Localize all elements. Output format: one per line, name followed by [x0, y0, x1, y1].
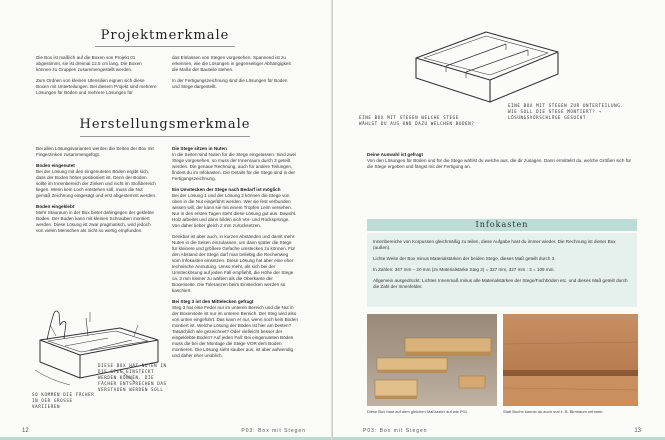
info-line: Allgemein ausgedrückt: Lichtes Innenmaß minus alle Materialstärken der Stege/Fachböden etc. und dieses Maß geteilt durch die Zahl der Innenfelder. — [373, 278, 628, 289]
photo-caption-2: Statt Buche kannst du auch mal z. B. Birnbaum nehmen. — [503, 409, 604, 414]
block-text: Mehr Stauraum in der Box bietet dahingegen der geklebte Boden. Der Boden kann mit kleinen Schrauben montiert werden. Diese Lösung ist zwar pragmatisch, wird jedoch von vielen Menschen als nicht so wertig empfunden. — [36, 210, 154, 233]
intro-paragraph: das Einlassen von Stegen vorgesehen. Spannend ist zu erkennen, wie die Lösungen in gegenseitiger Abhängigkeit die Maße der Bauteile stehen. — [172, 55, 291, 72]
hand-sketch-left — [42, 305, 72, 345]
running-head: P03: Box mit Stegen — [363, 428, 428, 434]
photo-wood-edges — [503, 314, 638, 406]
sketch-note-b: EINE BOX MIT STEGEN ZUR UNTERTEILUNG. WIE SOLL DIE STEGE MONTIERT? → LÖSUNGSVORSCHLÄGE GESUCHT — [508, 103, 624, 120]
block-text: Steg 3 hat eine Feder nur im unteren Bereich und die Nut in der Boxenseite ist nur im unteren Bereich. Der Steg wird also von unten eingeführt. Das kann er nur, wenn noch kein Boden montiert ist. Welche Lösung der Böden ist hier am besten? Tatsächlich wie gezeichnet? Oder vielleicht besser der eingeklebte Boden? Auf jeden Fall: Bei eingenuteten Böden muss die bei der Montage die Stege VOR dem Boden montieren. Die Lösung sieht sauber aus, ist aber aufwendig und daher eher unüblich. — [172, 305, 298, 358]
text-block — [172, 187, 298, 229]
right-footer — [333, 426, 665, 440]
page-number: 12 — [22, 428, 29, 434]
text-block — [172, 299, 298, 359]
sketch-note-a: EINE BOX MIT STEGEN WELCHE STEGE WÄHLST DU AUS UND DAZU WELCHEN BODEN? — [359, 115, 475, 126]
sketch-note-right: DIESE BOX HAT NUTEN IN DIE STEG EINSTECKT WERDEN KÖNNEN. DIE FÄCHER ENTSPRECHEN DAS VERSTAUEN WERDEN SOLL — [98, 363, 167, 392]
block-text: Denkbar ist aber auch, in kurzen Abständen und damit mehr Nuten in die Seiten einzulassen, um dann später die Stege für kleinere und größere Gefache umstecken zu können. Für den Abstand der Stege darf man beliebig die Rechenweg vom Infokasten einsetzen. Diese Lösung hat aber eine eher technische Anmutung. Umso mehr, als sich bei der Umsteckösung auf jeden Fall empfiehlt, die Höhe der Stege ca. 2 mm kleiner zu wählen als die Oberkante der Boxenseite. Die Toleranzen beim Einstecken werden so kaschiert. — [172, 234, 296, 293]
title-herstellungsmerkmale: Herstellungsmerkmale — [79, 117, 251, 132]
text-column-1 — [36, 146, 158, 239]
intro-column-1 — [36, 55, 158, 101]
text-block — [172, 146, 298, 182]
text-column-2 — [172, 146, 298, 364]
info-line: Lichte Weite der Box minus Materialstärken der beiden Stege, dieses Maß geteilt durch 3. — [373, 256, 556, 261]
block-text: Bei der Lösung mit den eingenuteten Böden ergibt sich, dass der Boden höher positioniert ist. Denn der Boden sollte im Innenbereich der Zinken und nicht im Stoßbereich liegen. Wenn kein Loch entstehen soll, muss die Nut gemäß Zeichnung eingesägt und erst abgestemmt werden. — [36, 169, 157, 198]
right-page — [333, 0, 665, 440]
infobox-text — [373, 239, 631, 295]
infobox-title: Infokasten — [475, 220, 529, 229]
intro-paragraph: Die Box ist maßlich auf die Boxen von Projekt 01 abgestimmt, sie ist dreimal 12,5 cm lang. Die Boxen können zu Gruppen zusammengestellt werden. — [36, 55, 142, 72]
title-projektmerkmale: Projektmerkmale — [100, 28, 230, 43]
left-page — [0, 0, 332, 440]
auswahl-heading: Deine Auswahl ist gefragt — [367, 152, 423, 157]
info-line: In Zahlen: 347 mm – 20 mm (2x Materialstärke Steg 2) = 327 mm, 327 mm : 3 = 109 mm. — [373, 267, 555, 272]
infobox — [367, 233, 637, 307]
block-heading: Boden eingeklebt — [36, 204, 75, 209]
infobox-header — [367, 219, 637, 231]
box-sketch-right — [408, 20, 568, 112]
intro-paragraph: In der Fertigungszeichnung sind die Lösungen für Boden und Stege dargestellt. — [172, 78, 288, 89]
photo-wood-pieces — [367, 314, 497, 406]
page-number: 13 — [634, 428, 641, 434]
block-heading: Boden eingenutet — [36, 163, 75, 168]
text-block — [36, 204, 158, 234]
title-underline — [80, 136, 250, 137]
info-line: Innenbereiche von Korpussen gleichmäßig zu teilen, diese Aufgabe hast du immer wieder. Die Rechnung ist dieser Box (außen). — [373, 239, 616, 250]
photo-wood-sample — [503, 314, 638, 406]
block-heading: Die Stege sitzen in Nuten — [172, 146, 227, 151]
running-head: P03: Box mit Stegen — [241, 428, 306, 434]
sketch-note-left: SO KOMMEN DIE FÄCHER IN DER GROSSE VARIIEREN — [32, 392, 95, 409]
photo-box-parts — [367, 314, 497, 406]
text-block — [36, 163, 158, 199]
block-text: In die Seiten sind Nuten für die Stege eingelassen. Sind zwei Stege vorgesehen, so muss der Innenraum durch 3 geteilt werden. Die genaue Rechnung, auch für andere Teilungen, findest du im Infokasten. Die Details für die Stege sind in der Fertigungszeichnung. — [172, 152, 297, 181]
left-footer — [0, 426, 332, 440]
title-underline — [95, 46, 235, 47]
block-heading: Bei Steg 3 ist den Mittelecken gefragt — [172, 299, 254, 304]
auswahl-text: Von den Lösungen für Böden und für die Stege wählst du welche aus, die dir zusagen. Dann ermittelst du, welche Größen sich für die Stege ergeben und fängst mit der Fertigung an. — [367, 158, 632, 169]
intro-paragraph: Zum Ordnen von kleinen Utensilien eignen sich diese Boxen mit Unterteilungen. Bei diesem Projekt sind mehrere Lösungen für Böden und mehrere Lösungen für — [36, 78, 157, 95]
text-block — [172, 234, 298, 294]
photo-caption-1: Diese Box baut auf dem gleichen Maßraster auf wie P01. — [367, 409, 469, 414]
intro-column-2 — [172, 55, 296, 95]
block-text: Bei der Lösung 1 und der Lösung 2 können die Stege von oben in die Nut eingeführt werden. Wer sie fest verbunden wissen will, der kann sie mit einem Tropfen Leim versehen. Nur in den ersten Tagen steht diese Lösung gut aus. Dawohl. Holz arbeitet und dann bilden sich Vor- und Rücksprünge. Von daher lieber gleich 2 mm zurücksetzen. — [172, 193, 297, 228]
herst-intro: Bei allen Lösungsvarianten werden die Seiten der Box mit Fingerzinken zusammengefügt. — [36, 146, 154, 157]
block-heading: Ein Umstecken der Stege nach Bedarf ist möglich — [172, 187, 281, 192]
auswahl-block — [367, 152, 637, 170]
